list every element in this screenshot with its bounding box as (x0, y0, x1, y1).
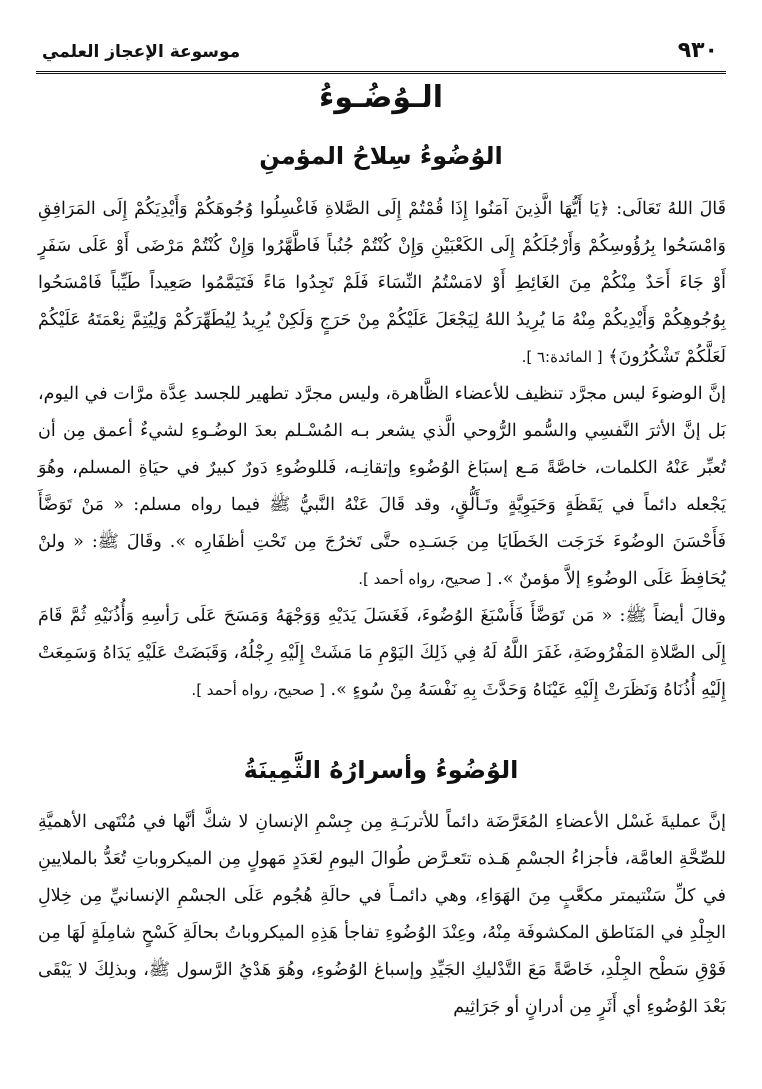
section-heading-2: الوُضُوءُ وأسرارُهُ الثَّمِينَةُ (243, 756, 519, 784)
page-title: الـوُضُـوءُ (319, 80, 443, 115)
paragraph-text: إنَّ عمليةَ غَسْل الأعضاءِ المُعَرَّضَة دائماً للأتربَـةِ مِن جِسْمِ الإنسانِ لا شكَّ أنَّها في مُنْتَهى الأهميَّةِ للصِّحَّةِ العامَّة، فأجزاءُ الجسْمِ هَـذه تتَعـرَّض طُوالَ اليومِ لعَدَدٍ مَهولٍ مِن الميكروباتِ تُعَدُّ بالملايينِ في كلِّ سَنْتيمتر مكعَّبٍ مِنَ الهَوَاءِ، وهي دائمـاً في حالَةِ هُجُوم عَلَى الجسْمِ الإنسانيِّ مِن خِلالِ الجِلْدِ في المَنَاطق المكشوفَة مِنْهُ، وعِنْدَ الوُضُوءِ تفاجأ هَذِهِ الميكروباتُ بحالَةِ كَسْحٍ شامِلَةٍ لَهَا مِن فَوْقِ سَطْح الجِلْدِ، خَاصَّةً مَعَ التَّدْليكِ الجَيِّدِ وإسباغ الوُضُوءِ، وهُوَ هَدْيُ الرَّسول ﷺ، وبذلِكَ لا يَبْقَى بَعْدَ الوُضُوءِ أي أَثَرٍ مِن أدرانٍ أو جَرَاثِيم (38, 812, 726, 1017)
citation: [ المائدة:٦ ]. (521, 348, 603, 366)
section-heading-1: الوُضُوءُ سِلاحُ المؤمنِ (259, 142, 503, 170)
paragraph-text: إنَّ الوضوءَ ليس مجرَّد تنظيف للأعضاء الظَّاهرة، وليس مجرَّد تطهير للجسد عِدَّة مرَّات في اليوم، بَل إنَّ الأثرَ النَّفسِي والسُّمو الرُّوحي الَّذي يشعر بـه المُسْـلم بعدَ الوضُـوءِ لشيءٌ أعمق مِن أن تُعبِّر عَنْهُ الكلمات، خاصَّةً مَـع إسبَاغ الوُضُوءِ وإتقانِـه، فَللوضُوءِ دَورٌ كبيرٌ في حيَاةِ المسلم، وهُوَ يَجْعله دائماً في يَقَظَةٍ وَحَيَوِيَّةٍ وتَـأَلُّقٍ، وقد قَالَ عَنْهُ النَّبيُّ ﷺ فيما رواه مسلم: « مَنْ تَوَضَّأَ فَأَحْسَنَ الوضُوءَ خَرَجَت الخَطَايَا مِن جَسَـدِه حتَّى تَخرُجَ مِن تَحْتِ أظفَارِه ». وقَالَ ﷺ: « ولنْ يُحَافِظَ عَلَى الوضُوءِ إلاَّ مؤمنٌ ». (38, 384, 726, 589)
paragraph-hadith (38, 598, 726, 709)
page-header (36, 36, 726, 70)
page-number: ٩٣٠ (677, 38, 718, 63)
section-2-body (38, 804, 726, 1026)
running-title: موسوعة الإعجاز العلمي (42, 42, 241, 62)
paragraph-wudu-effect (38, 376, 726, 598)
citation: [ صحيح، رواه أحمد ]. (191, 681, 325, 699)
header-divider (36, 71, 726, 74)
citation: [ صحيح، رواه أحمد ]. (358, 570, 492, 588)
paragraph-quran-verse (38, 191, 726, 376)
section-1-body (38, 191, 726, 709)
paragraph-microbes (38, 804, 726, 1026)
paragraph-text: وقالَ أيضاً ﷺ: « مَن تَوَضَّأَ فَأَسْبَغَ الوُضُوءَ، فَغَسَلَ يَدَيْهِ وَوَجْهَهُ وَمَسَحَ عَلَى رَأسِهِ وَأُذُنَيْهِ ثُمَّ قَامَ إِلَى الصَّلاةِ المَفْرُوضَةِ، غَفَرَ اللَّهُ لَهُ فِي ذَلِكَ اليَوْمِ مَا مَشَتْ إِلَيْهِ رِجْلُهُ، وَقَبَضَتْ عَلَيْهِ يَدَاهُ وَسَمِعَتْ إِلَيْهِ أُذُنَاهُ وَنَظَرَتْ إِلَيْهِ عَيْنَاهُ وَحَدَّثَ بِهِ نَفْسَهُ مِنْ سُوءٍ ». (38, 606, 726, 700)
paragraph-text: قَالَ اللهُ تَعَالَى: ﴿يَا أَيُّهَا الَّذِينَ آمَنُوا إِذَا قُمْتُمْ إِلَى الصَّلاةِ فَاغْسِلُوا وُجُوهَكُمْ وَأَيْدِيَكُمْ إِلَى المَرَافِقِ وَامْسَحُوا بِرُؤُوسِكُمْ وَأَرْجُلَكُمْ إِلَى الكَعْبَيْنِ وَإِنْ كُنْتُمْ جُنُباً فَاطَّهَّرُوا وَإِنْ كُنْتُمْ مَرْضَى أَوْ عَلَى سَفَرٍ أَوْ جَاءَ أَحَدٌ مِنْكُمْ مِنَ الغَائِطِ أَوْ لامَسْتُمُ النِّسَاءَ فَلَمْ تَجِدُوا مَاءً فَتَيَمَّمُوا صَعِيداً طَيِّباً فَامْسَحُوا بِوُجُوهِكُمْ وَأَيْدِيكُمْ مِنْهُ مَا يُرِيدُ اللهُ لِيَجْعَلَ عَلَيْكُمْ مِنْ حَرَجٍ وَلَكِنْ يُرِيدُ لِيُطَهِّرَكُمْ وَلِيُتِمَّ نِعْمَتَهُ عَلَيْكُمْ لَعَلَّكُمْ تَشْكُرُونَ﴾ (38, 199, 726, 367)
